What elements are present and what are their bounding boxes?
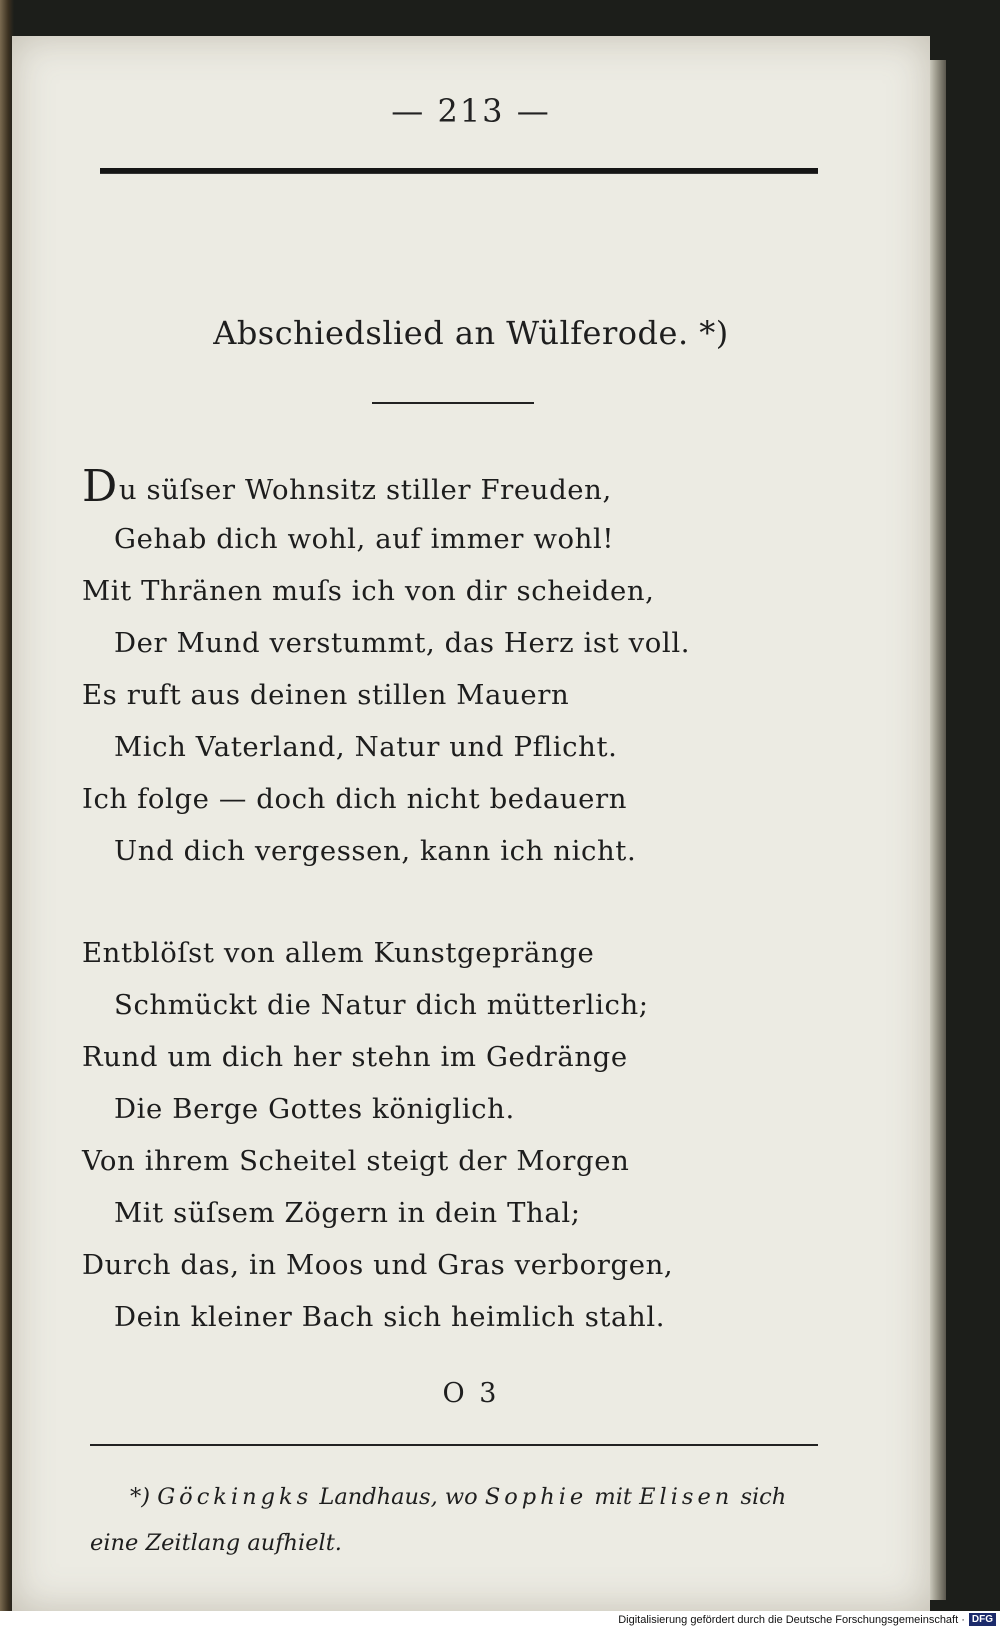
footnote-name: Göckingks (157, 1484, 313, 1510)
poem-line: Entblöſst von allem Kunstgepränge (82, 937, 595, 969)
poem-line: Dein kleiner Bach sich heimlich stahl. (114, 1301, 666, 1333)
poem-title: Abschiedslied an Wülferode. *) (213, 314, 729, 352)
poem-line: Durch das, in Moos und Gras verborgen, (82, 1249, 674, 1281)
poem-line: Mich Vaterland, Natur und Pflicht. (114, 731, 618, 763)
footnote-text: mit (594, 1484, 632, 1510)
page-edge (930, 60, 946, 1600)
footnote-marker: *) (130, 1484, 151, 1510)
page-number: — 213 — (391, 92, 551, 130)
poem-line-rest: u süſser Wohnsitz stiller Freuden, (118, 474, 612, 506)
footnote (90, 1474, 810, 1566)
poem-line: Von ihrem Scheitel steigt der Morgen (82, 1145, 630, 1177)
book-page (12, 36, 930, 1611)
footnote-name: Elisen (639, 1484, 734, 1510)
printer-signature: O 3 (442, 1378, 500, 1409)
poem-line: Mit süſsem Zögern in dein Thal; (114, 1197, 581, 1229)
poem-line-first (82, 461, 882, 513)
poem-line: Schmückt die Natur dich mütterlich; (114, 989, 649, 1021)
poem-line: Der Mund verstummt, das Herz ist voll. (114, 627, 691, 659)
footnote-rule (90, 1444, 818, 1446)
stanza-gap (82, 877, 882, 927)
credit-text: Digitalisierung gefördert durch die Deutsche Forschungsgemeinschaft · (618, 1614, 965, 1626)
dfg-logo: DFG (969, 1613, 996, 1626)
footnote-text: sich eine Zeitlang aufhielt. (90, 1484, 787, 1556)
footnote-text: Landhaus, wo (319, 1484, 478, 1510)
title-rule (372, 402, 534, 404)
poem-line: Gehab dich wohl, auf immer wohl! (114, 523, 615, 555)
poem-line: Mit Thränen muſs ich von dir scheiden, (82, 575, 655, 607)
poem-line: Es ruft aus deinen stillen Mauern (82, 679, 570, 711)
header-rule (100, 168, 818, 174)
poem-line: Und dich vergessen, kann ich nicht. (114, 835, 637, 867)
poem-body (82, 461, 882, 1343)
poem-line: Ich folge — doch dich nicht bedauern (82, 783, 628, 815)
drop-capital: D (82, 461, 118, 512)
poem-line: Rund um dich her stehn im Gedränge (82, 1041, 628, 1073)
digitization-credit-bar (0, 1611, 1000, 1629)
footnote-name: Sophie (484, 1484, 588, 1510)
poem-line: Die Berge Gottes königlich. (114, 1093, 515, 1125)
